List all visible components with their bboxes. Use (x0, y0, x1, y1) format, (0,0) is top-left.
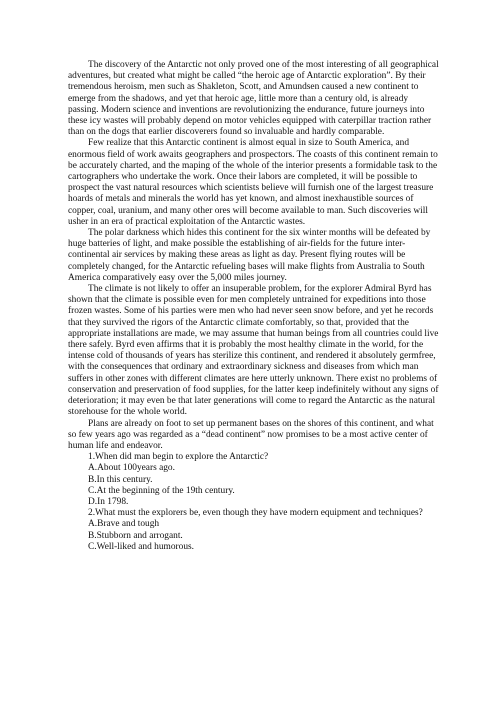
document-page (68, 60, 440, 553)
question-2-text: 2.What must the explorers be, even though they have modern equipment and techniques? (88, 508, 423, 519)
question-1-option-b: B.In this century. (88, 474, 153, 485)
passage-paragraph-3: The polar darkness which hides this continent for the six winter months will be defeated by huge batteries of light, and make possible the establishing of air-fields for the future inter-continental air services by making these areas as light as day. Present flying routes will be completely changed, for the Antarctic refueling bases will make flights from Australia to South America comparatively easy over the 5,000 miles journey. (68, 228, 431, 283)
question-2-option-a: A.Brave and tough (88, 519, 160, 530)
passage-paragraph-2: Few realize that this Antarctic continent is almost equal in size to South America, and enormous field of work awaits geographers and prospectors. The coasts of this continent remain to be accurately charted, and the maping of the whole of the interior presents a formidable task to the cartographers who undertake the work. Once their labors are completed, it will be possible to prospect the vast natural resources which scientists believe will furnish one of the largest treasure hoards of metals and minerals the world has yet known, and almost inexhaustible sources of copper, coal, uranium, and many other ores will become available to man. Such discoveries will usher in an era of practical exploitation of the Antarctic wastes. (68, 138, 438, 227)
passage-paragraph-1: The discovery of the Antarctic not only proved one of the most interesting of all geographical adventures, but created what might be called “the heroic age of Antarctic exploration”. By their tremendous heroism, men such as Shakleton, Scott, and Amundsen caused a new continent to emerge from the shadows, and yet that heroic age, little more than a century old, is already passing. Modern science and inventions are revolutionizing the endurance, future journeys into these icy wastes will probably depend on motor vehicles equipped with caterpillar traction rather than on the dogs that earlier discoverers found so invaluable and hardly comparable. (68, 60, 439, 138)
question-2-option-c: C.Well-liked and humorous. (88, 541, 194, 552)
question-1-option-c: C.At the beginning of the 19th century. (88, 485, 235, 496)
question-1 (68, 452, 440, 508)
question-1-option-d: D.In 1798. (88, 496, 129, 507)
passage-paragraph-5: Plans are already on foot to set up permanent bases on the shores of this continent, and what so few years ago was regarded as a “dead continent” now promises to be a most active center of human life and endeavor. (68, 418, 434, 451)
passage-paragraph-4: The climate is not likely to offer an insuperable problem, for the explorer Admiral Byrd has shown that the climate is possible even for men completely untrained for expeditions into those frozen wastes. Some of his parties were men who had never seen snow before, and yet he records that they survived the rigors of the Antarctic climate comfortably, so that, provided that the appropriate installations are made, we may assume that human beings from all countries could live there safely. Byrd even affirms that it is probably the most healthy climate in the world, for the intense cold of thousands of years has sterilize this continent, and rendered it absolutely germfree, with the consequences that ordinary and extraordinary sickness and diseases from which man suffers in other zones with different climates are here utterly unknown. There exist no problems of conservation and preservation of food supplies, for the latter keep indefinitely without any signs of deterioration; it may even be that later generations will come to regard the Antarctic as the natural storehouse for the whole world. (68, 284, 439, 418)
question-2 (68, 508, 440, 553)
question-1-text: 1.When did man begin to explore the Antarctic? (88, 452, 269, 463)
question-1-option-a: A.About 100years ago. (88, 463, 175, 474)
question-2-option-b: B.Stubborn and arrogant. (88, 530, 183, 541)
